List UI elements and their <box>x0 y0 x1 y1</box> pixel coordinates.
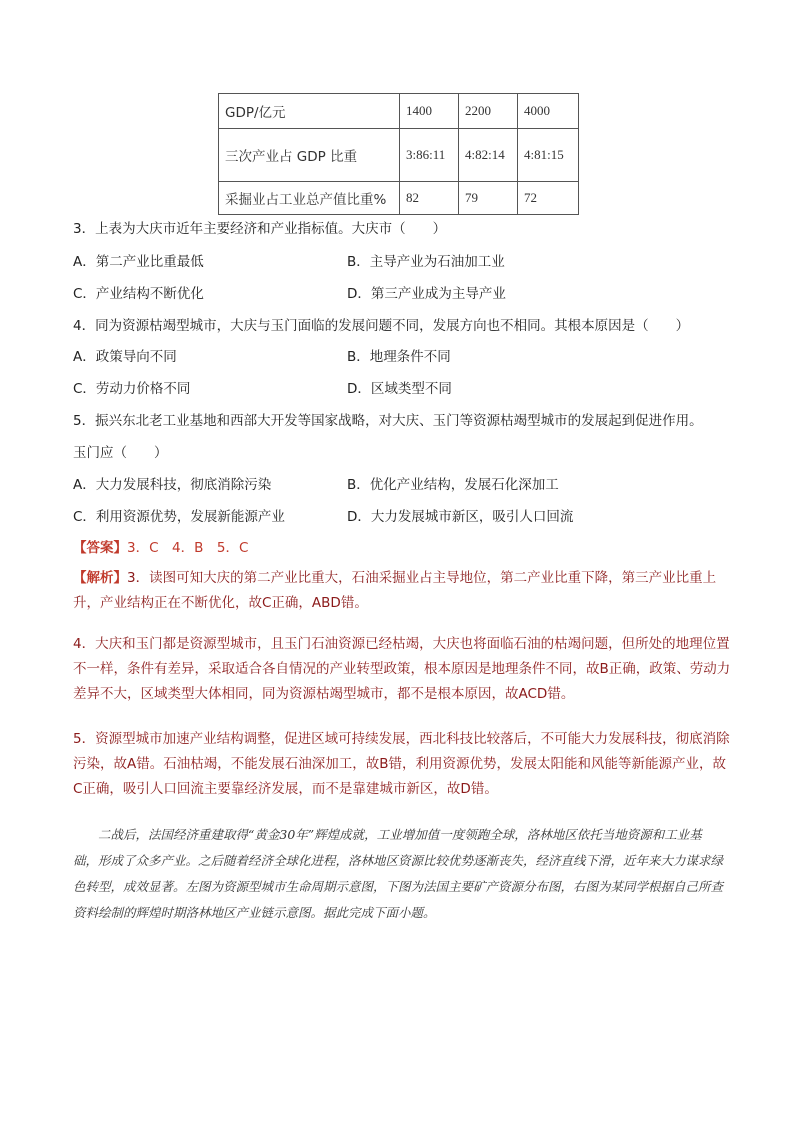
analysis-5: 5．资源型城市加速产业结构调整，促进区域可持续发展，西北科技比较落后，不可能大力发展科技，彻底消除污染，故A错。石油枯竭，不能发展石油深加工，故B错，利用资源优势，发展太阳能和风能等新能源产业，故C正确，吸引人口回流主要靠经济发展，而不是靠建城市新区，故D错。 <box>73 731 730 797</box>
question-3-stem: 3．上表为大庆市近年主要经济和产业指标值。大庆市（ ） <box>73 221 447 237</box>
question-4-option-c: C．劳动力价格不同 <box>73 381 191 397</box>
question-4-option-b: B．地理条件不同 <box>347 349 451 365</box>
question-3-option-b: B．主导产业为石油加工业 <box>347 254 505 270</box>
table-row <box>219 182 579 215</box>
question-5-option-d: D．大力发展城市新区，吸引人口回流 <box>347 509 574 525</box>
table-row-label: 三次产业占 GDP 比重 <box>219 129 400 182</box>
table-row <box>219 129 579 182</box>
table-row <box>219 94 579 129</box>
answer-tag: 【答案】 <box>73 540 127 556</box>
question-5-option-b: B．优化产业结构，发展石化深加工 <box>347 477 559 493</box>
question-4-option-d: D．区域类型不同 <box>347 381 452 397</box>
table-cell: 3:86:11 <box>400 129 459 182</box>
question-3-option-c: C．产业结构不断优化 <box>73 286 204 302</box>
indicator-table <box>218 93 579 215</box>
question-4-option-a: A．政策导向不同 <box>73 349 177 365</box>
table-cell: 82 <box>400 182 459 215</box>
table-cell: 4:81:15 <box>518 129 579 182</box>
question-5-stem-cont: 玉门应（ ） <box>73 445 168 461</box>
answer-line <box>73 539 248 557</box>
table-cell: 2200 <box>459 94 518 129</box>
table-cell: 79 <box>459 182 518 215</box>
table-cell: 72 <box>518 182 579 215</box>
question-5-stem: 5．振兴东北老工业基地和西部大开发等国家战略，对大庆、玉门等资源枯竭型城市的发展起到促进作用。 <box>73 413 703 429</box>
table-row-label: GDP/亿元 <box>219 94 400 129</box>
question-3-option-a: A．第二产业比重最低 <box>73 254 204 270</box>
analysis-tag: 【解析】 <box>73 570 127 586</box>
table-row-label: 采掘业占工业总产值比重% <box>219 182 400 215</box>
question-5-option-c: C．利用资源优势，发展新能源产业 <box>73 509 285 525</box>
question-5-option-a: A．大力发展科技，彻底消除污染 <box>73 477 272 493</box>
analysis-3-text: 3．读图可知大庆的第二产业比重大，石油采掘业占主导地位，第二产业比重下降，第三产业比重上升，产业结构正在不断优化，故C正确，ABD错。 <box>73 570 717 611</box>
table-cell: 1400 <box>400 94 459 129</box>
answer-text: 3．C 4．B 5．C <box>127 540 249 556</box>
table-cell: 4000 <box>518 94 579 129</box>
passage-text: 二战后，法国经济重建取得“黄金30年”辉煌成就，工业增加值一度领跑全球，洛林地区依托当地资源和工业基础，形成了众多产业。之后随着经济全球化进程，洛林地区资源比较优势逐渐丧失，经济直线下滑，近年来大力谋求绿色转型，成效显著。左图为资源型城市生命周期示意图，下图为法国主要矿产资源分布图，右图为某同学根据自己所查资料绘制的辉煌时期洛林地区产业链示意图。据此完成下面小题。 <box>73 827 724 920</box>
table-cell: 4:82:14 <box>459 129 518 182</box>
question-3-option-d: D．第三产业成为主导产业 <box>347 286 506 302</box>
analysis-4: 4．大庆和玉门都是资源型城市，且玉门石油资源已经枯竭，大庆也将面临石油的枯竭问题，但所处的地理位置不一样，条件有差异，采取适合各自情况的产业转型政策，根本原因是地理条件不同，故B正确，政策、劳动力差异不大，区域类型大体相同，同为资源枯竭型城市，都不是根本原因，故ACD错。 <box>73 636 731 702</box>
question-4-stem: 4．同为资源枯竭型城市，大庆与玉门面临的发展问题不同，发展方向也不相同。其根本原因是（ ） <box>73 318 690 334</box>
analysis-3 <box>73 566 733 616</box>
